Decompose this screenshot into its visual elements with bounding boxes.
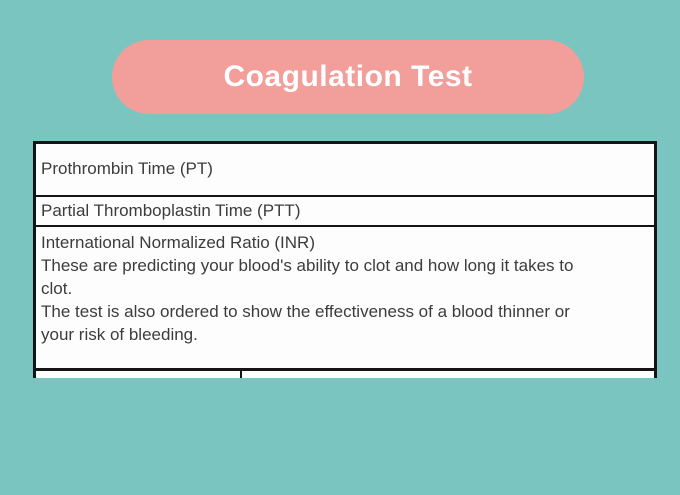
table-row-inr xyxy=(36,227,654,371)
inr-description-line-2: clot. xyxy=(41,279,73,298)
table-row-ptt xyxy=(36,197,654,227)
inr-description-line-3: The test is also ordered to show the effectiveness of a blood thinner or xyxy=(41,302,570,321)
coagulation-test-table xyxy=(33,141,657,378)
cropped-next-row xyxy=(36,371,654,378)
table-row-pt xyxy=(36,144,654,197)
pt-label: Prothrombin Time (PT) xyxy=(41,159,213,178)
column-divider xyxy=(240,371,242,378)
title-banner xyxy=(112,40,584,114)
ptt-label: Partial Thromboplastin Time (PTT) xyxy=(41,201,301,220)
page-title: Coagulation Test xyxy=(223,60,473,93)
inr-title-line: International Normalized Ratio (INR) xyxy=(41,233,315,252)
inr-description-line-4: your risk of bleeding. xyxy=(41,325,198,344)
inr-description-line-1: These are predicting your blood's ability to clot and how long it takes to xyxy=(41,256,574,275)
